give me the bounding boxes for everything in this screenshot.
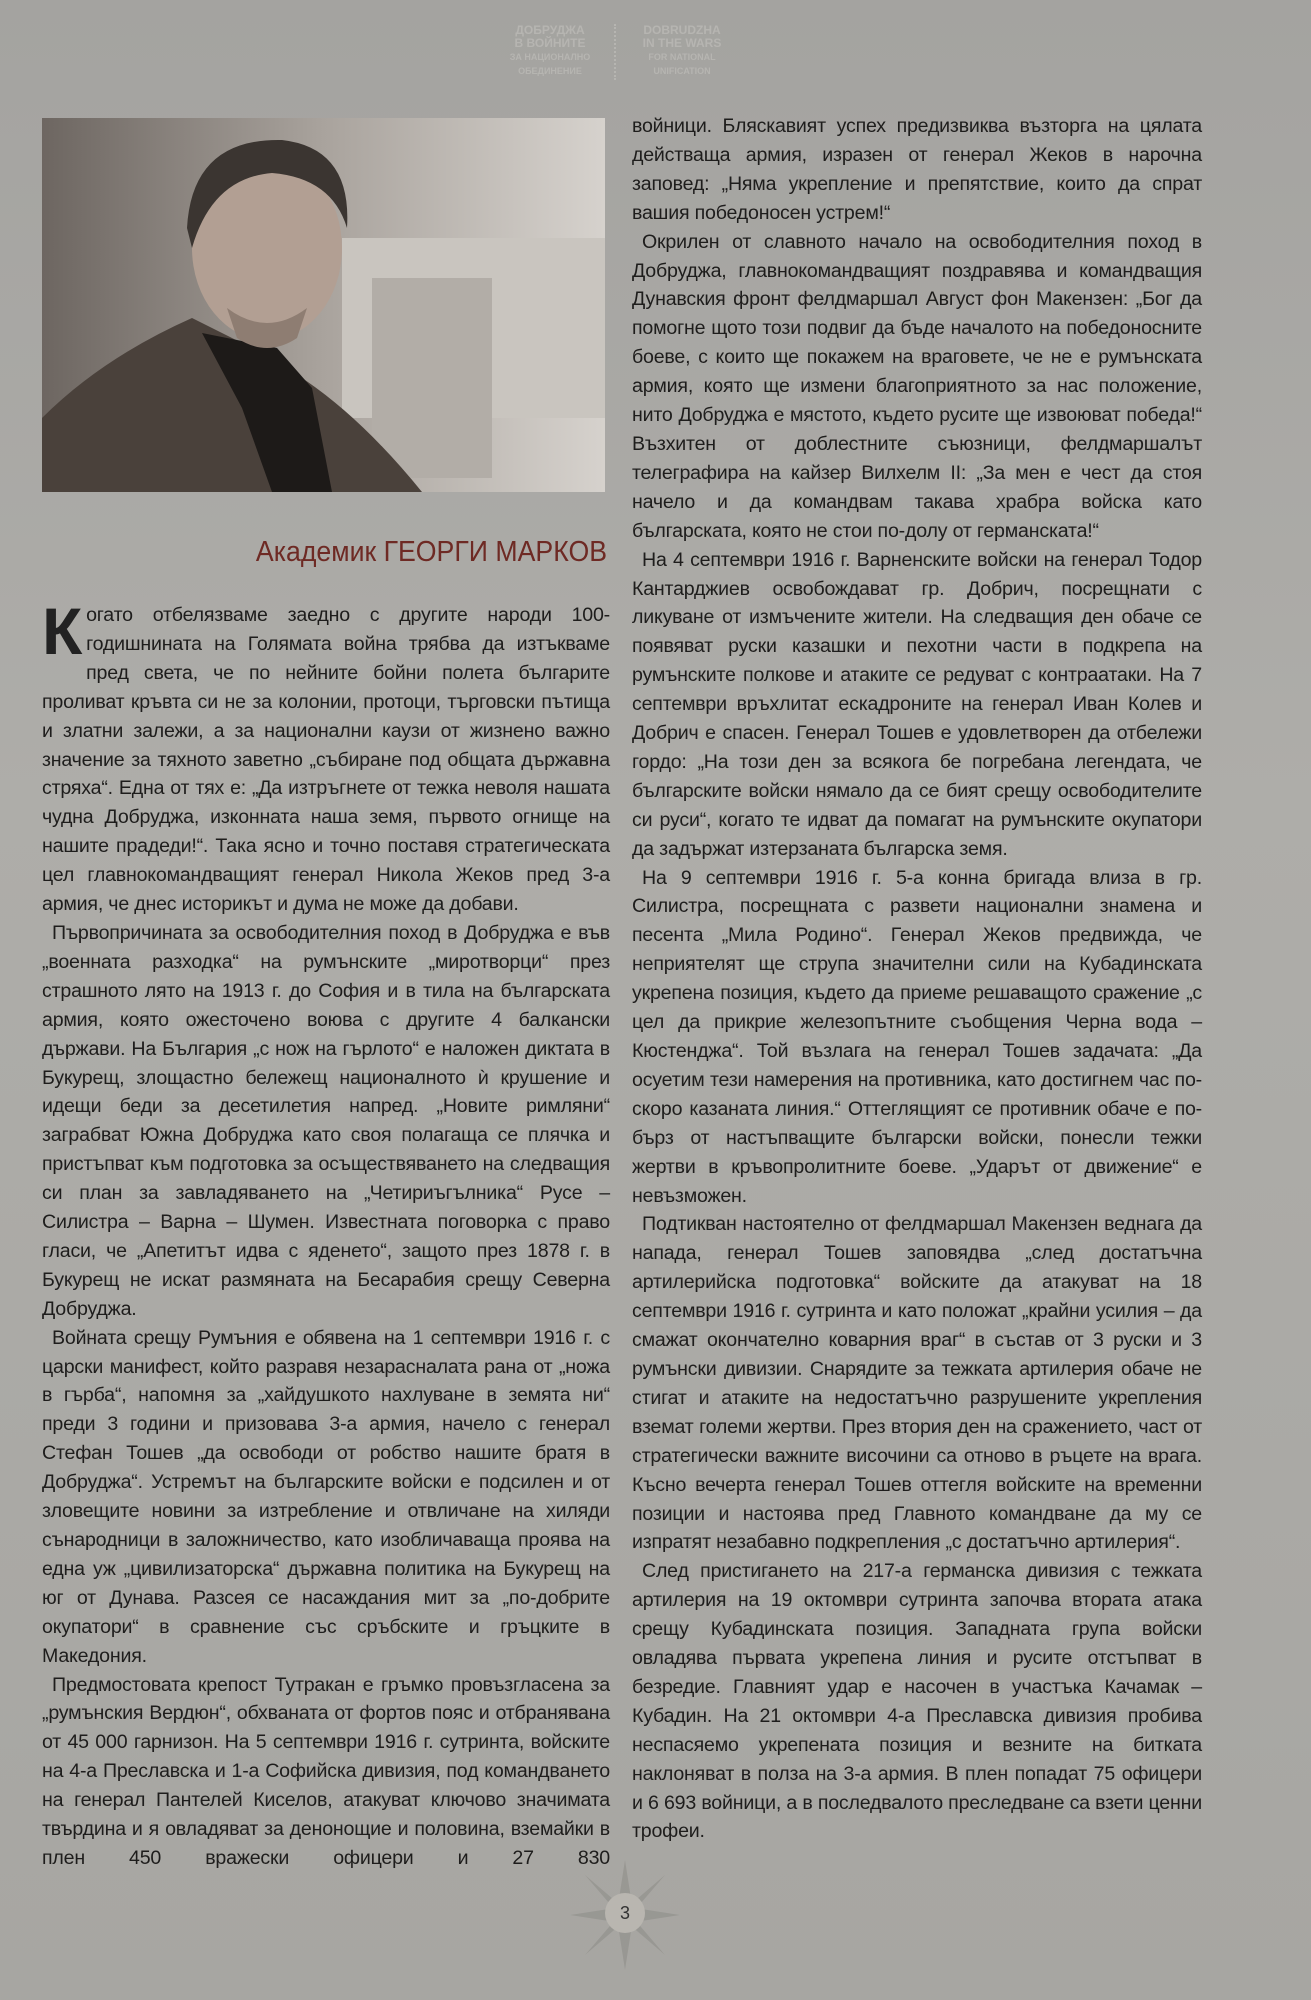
drop-cap: К bbox=[42, 594, 83, 668]
logo-divider bbox=[614, 24, 618, 80]
article-right-column bbox=[632, 112, 1202, 1846]
article-paragraph: Подтикван настоятелно от фелдмаршал Макензен веднага да напада, генерал Тошев заповядва „след достатъчна артилерийска подготовка“ войските да атакуват на 18 септември 1916 г. сутринта и като положат „крайни усилия – да смажат окончателно коварния враг“ в състав от 3 руски и 3 румънски дивизии. Снарядите за тежката артилерия обаче не стигат и атаките на недостатъчно разрушените укрепления вземат големи жертви. През втория ден на сражението, част от стратегически важните височини са отново в ръцете на врага. Късно вечерта генерал Тошев оттегля войските на временни позиции и настоява пред Главното командване да му се изпратят незабавно подкрепления „с достатъчно артилерия“. bbox=[632, 1213, 1202, 1554]
logo-en-text: DOBRUDZHA IN THE WARS FOR NATIONAL UNIFICATION bbox=[642, 23, 722, 76]
article-paragraph: Окрилен от славното начало на освободителния поход в Добруджа, главнокомандващият поздравява и командващия Дунавския фронт фелдмаршал Август фон Макензен: „Бог да помогне щото този подвиг да бъде началото на победоносните боеве, с които ще покажем на враговете, че не е румънската армия, която ще измени благоприятното за нас положение, нито Добруджа е мястото, където русите ще извоюват победа!“ Възхитен от доблестните съюзници, фелдмаршалът телеграфира на кайзер Вилхелм II: „За мен е чест да стоя начело и да командвам такава храбра войска като българската, която не стои по-долу от германската!“ bbox=[632, 230, 1202, 542]
article-paragraph: След пристигането на 217-а германска дивизия с тежката артилерия на 19 октомври сутринта започва втората атака срещу Кубадинската позиция. Западната група войски овладява първата укрепена линия и русите отстъпват в безредие. Главният удар е насочен в участъка Качамак – Кубадин. На 21 октомври 4-а Преславска дивизия пробива неспасяемо укрепената позиция и везните на битката наклоняват в полза на 3-а армия. В плен попадат 75 офицери и 6 693 войници, а в последвалото преследване са взети ценни трофеи. bbox=[632, 1560, 1202, 1843]
series-logo bbox=[496, 24, 736, 80]
article-paragraph: войници. Бляскавият успех предизвиква възторга на цялата действаща армия, изразен от генерал Жеков в нарочна заповед: „Няма укрепление и препятствие, които да спрат вашия победоносен устрем!“ bbox=[632, 115, 1202, 224]
article-paragraph: На 9 септември 1916 г. 5-а конна бригада влиза в гр. Силистра, посрещната с развети национални знамена и песента „Мила Родино“. Генерал Жеков предвижда, че неприятелят ще струпа значителни сили на Кубадинската укрепена позиция, където да приеме решаващото сражение „с цел да прикрие железопътните съобщения Черна вода – Кюстенджа“. Той възлага на генерал Тошев задачата: „Да осуетим тези намерения на противника, като достигнем час по-скоро казаната линия.“ Оттеглящият се противник обаче е по-бърз от настъпващите български войски, понесли тежки жертви в кръвопролитните боеве. „Ударът от движение“ е невъзможен. bbox=[632, 866, 1202, 1207]
article-paragraph: Предмостовата крепост Тутракан е гръмко провъзгласена за „румънския Вердюн“, обхваната от фортов пояс и отбранявана от 45 000 гарнизон. На 5 септември 1916 г. сутринта, войските на 4-а Преславска и 1-а Софийска дивизия, под командването на генерал Пантелей Киселов, атакуват ключово значимата твърдина и я овладяват за денонощие и половина, вземайки в плен 450 вражески офицери и 27 830 bbox=[42, 1673, 610, 1869]
article-paragraph: Войната срещу Румъния е обявена на 1 септември 1916 г. с царски манифест, който разравя незарасналата рана от „ножа в гърба“, напомня за „хайдушкото нахлуване в земята ни“ преди 3 години и призовава 3-а армия, начело с генерал Стефан Тошев „да освободи от робство нашите братя в Добруджа“. Устремът на българските войски е подсилен и от зловещите новини за изтребление и отвличане на хиляди сънародници в заложничество, като изобличаваща проява на една уж „цивилизаторска“ държавна политика на Букурещ на юг от Дунава. Разсея се насаждания мит за „по-добрите окупатори“ в сравнение със сръбските и гръцките в Македония. bbox=[42, 1326, 610, 1667]
article-paragraph: Първопричината за освободителния поход в Добруджа е във „военната разходка“ на румънските „миротворци“ през страшното лято на 1913 г. до София и в тила на българската армия, която ожесточено воюва с другите 4 балкански държави. На България „с нож на гърлото“ е наложен диктата в Букурещ, злощастно бележещ националното ѝ крушение и идещи беди за десетилетия напред. „Новите римляни“ заграбват Южна Добруджа като своя полагаща се плячка и пристъпват към подготовка за осъществяването на следващия си план за завладяването на „Четириъгълника“ Русе – Силистра – Варна – Шумен. Известната поговорка с право гласи, че „Апетитът идва с яденето“, защото през 1878 г. в Букурещ не искат размяната на Бесарабия срещу Северна Добруджа. bbox=[42, 921, 610, 1320]
author-portrait-photo bbox=[42, 118, 605, 492]
page-number: 3 bbox=[605, 1893, 645, 1933]
paragraph-text: огато отбелязваме заедно с другите народи 100-годишнината на Голямата война трябва да изтъкваме пред света, че по нейните бойни полета българите проливат кръвта си не за колонии, протоци, търговски пътища и златни залежи, а за национални каузи от жизнено важно значение за тяхното заветно „събиране под общата държавна стряха“. Една от тях е: „Да изтръгнете от тежка неволя нашата чудна Добруджа, изконната наша земя, първото огнище на нашите прадеди!“. Така ясно и точно поставя стратегическата цел главнокомандващият генерал Никола Жеков пред 3-а армия, че днес историкът и дума не може да добави. bbox=[42, 604, 610, 916]
author-title: Академик ГЕОРГИ МАРКОВ bbox=[255, 536, 607, 568]
article-paragraph bbox=[42, 594, 610, 919]
article-left-column bbox=[42, 594, 610, 1873]
logo-bg-text: ДОБРУДЖА В ВОЙНИТЕ ЗА НАЦИОНАЛНО ОБЕДИНЕНИЕ bbox=[509, 23, 591, 76]
article-paragraph: На 4 септември 1916 г. Варненските войски на генерал Тодор Кантарджиев освобождават гр. Добрич, посрещнати с ликуване от измъчените жители. На следващия ден обаче се появяват руски казашки и пехотни части в подкрепа на румънските полкове и атаките се редуват с контраатаки. На 7 септември връхлитат ескадроните на генерал Иван Колев и Добрич е спасен. Генерал Тошев е удовлетворен да отбележи гордо: „На този ден за всякога бе погребана легендата, че българските войски нямало да се бият срещу освободителите си руси“, когато те идват да помагат на румънските окупатори да задържат изтерзаната българска земя. bbox=[632, 548, 1202, 860]
